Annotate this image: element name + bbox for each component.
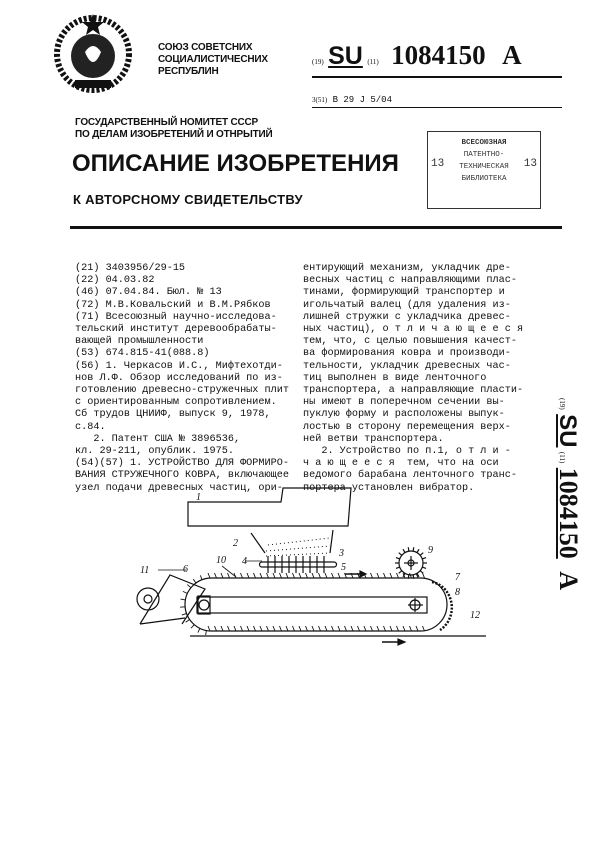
text-line: тинами, формирующий транспортер и <box>303 287 505 299</box>
text-line: тиц выполнен в виде ленточного <box>303 372 487 384</box>
belt-frame <box>185 578 447 631</box>
needle <box>345 626 347 631</box>
country-line: СОЮЗ СОВЕТСНИХ <box>158 42 253 53</box>
needle <box>286 573 288 578</box>
text-line: кл. 29-211, опублик. 1975. <box>75 446 234 458</box>
label-8: 8 <box>455 587 460 598</box>
text-line: ВАНИЯ СТРУЖЕЧНОГО КОВРА, включающее <box>75 470 289 482</box>
needle <box>221 573 223 578</box>
side-code-19: (19) <box>558 398 566 410</box>
needle <box>384 573 386 578</box>
needle <box>273 573 275 578</box>
needle <box>247 573 249 578</box>
hopper <box>188 488 351 526</box>
gear-tooth <box>422 558 426 559</box>
stamp-line: ВСЕСОЮЗНАЯ <box>461 139 507 147</box>
text-line: портера установлен вибратор. <box>303 482 475 494</box>
patent-kind: A <box>502 40 522 70</box>
gear-tooth <box>408 575 409 579</box>
label-1: 1 <box>196 492 201 503</box>
needle <box>280 573 282 578</box>
needle <box>198 628 200 633</box>
needle <box>191 624 194 628</box>
needle <box>390 626 392 631</box>
text-line: (72) М.В.Ковальский и В.М.Рябков <box>75 299 271 311</box>
needle <box>186 619 190 622</box>
stamp-line: БИБЛИОТЕКА <box>461 175 507 183</box>
needle <box>241 626 243 631</box>
needle <box>319 573 321 578</box>
label-7: 7 <box>455 572 460 583</box>
text-line: (46) 07.04.84. Бюл. № 13 <box>75 287 222 299</box>
label-3: 3 <box>339 548 344 559</box>
text-line: ных частиц), о т л и ч а ю щ е е с я <box>303 324 524 336</box>
needle <box>312 626 314 631</box>
needle <box>325 626 327 631</box>
needle <box>183 591 188 593</box>
text-line: 2. Устройство по п.1, о т л и - <box>303 446 511 458</box>
needle <box>280 626 282 631</box>
label-6: 6 <box>183 564 188 575</box>
needle <box>254 573 256 578</box>
needle <box>273 626 275 631</box>
needle <box>221 626 223 631</box>
text-line: ва формирования ковра и производи- <box>303 348 511 360</box>
text-line: 2. Патент США № 3896536, <box>75 433 241 445</box>
needle <box>390 573 392 578</box>
needle <box>306 573 308 578</box>
needle <box>332 573 334 578</box>
belt-needles <box>180 573 424 635</box>
needle <box>306 626 308 631</box>
document-title: ОПИСАНИЕ ИЗОБРЕТЕНИЯ <box>72 150 399 177</box>
stamp-number-left: 13 <box>431 158 445 170</box>
needle <box>215 626 217 631</box>
text-line: готовлению древесно-стружечных плит <box>75 385 289 397</box>
text-line: ентирующий механизм, укладчик дре- <box>303 263 511 274</box>
needle <box>215 573 217 578</box>
text-line: ведомого барабана ленточного транс- <box>303 470 517 482</box>
text-line: тельности, укладчик древесных час- <box>303 360 511 372</box>
needle <box>228 626 230 631</box>
needle <box>187 585 191 588</box>
gear-tooth <box>413 575 414 579</box>
needle <box>319 626 321 631</box>
needle <box>338 626 340 631</box>
needle <box>338 573 340 578</box>
side-kind: A <box>554 571 583 591</box>
gear-tooth <box>422 567 426 568</box>
text-line: (71) Всесоюзный научно-исследова- <box>75 311 277 323</box>
needle <box>247 626 249 631</box>
text-line: (54)(57) 1. УСТРОЙСТВО ДЛЯ ФОРМИРО- <box>75 458 289 470</box>
text-line: нов Л.Ф. Обзор исследований по из- <box>75 372 283 384</box>
text-line: тельский институт деревообрабаты- <box>75 324 277 336</box>
comb-teeth <box>268 556 324 573</box>
side-number: 1084150 <box>554 467 583 559</box>
code-19: (19) <box>312 58 324 66</box>
gear-tooth <box>413 547 414 551</box>
text-line: (22) 04.03.82 <box>75 275 155 287</box>
ipc-classification: B 29 J 5/04 <box>332 95 392 105</box>
label-9: 9 <box>428 545 433 556</box>
stamp-line: ПАТЕНТНО- <box>463 151 505 159</box>
particles <box>266 538 330 556</box>
text-line: игольчатый валец (для удаления из- <box>303 299 511 311</box>
needle <box>397 573 399 578</box>
code-11: (11) <box>367 58 379 66</box>
gear-tooth <box>399 571 402 574</box>
needle <box>312 573 314 578</box>
needle <box>351 626 353 631</box>
needle <box>299 626 301 631</box>
needle <box>299 573 301 578</box>
gear-tooth <box>408 547 409 551</box>
needle <box>377 573 379 578</box>
needle <box>358 626 360 631</box>
distributor-combs <box>260 562 337 567</box>
needle <box>254 626 256 631</box>
text-line: Сб трудов ЦНИИФ, выпуск 9, 1978, <box>75 409 271 421</box>
needle <box>286 626 288 631</box>
gear-tooth <box>396 567 400 568</box>
label-2: 2 <box>233 538 238 549</box>
text-line: с.84. <box>75 421 106 433</box>
text-line: тем, что, с целью повышения качест- <box>303 336 517 348</box>
label-10: 10 <box>216 555 226 566</box>
needle <box>180 599 185 600</box>
stamp-number-right: 13 <box>523 158 537 170</box>
text-line: ч а ю щ е е с я тем, что на оси <box>303 458 499 470</box>
stamp-line: ТЕХНИЧЕСКАЯ <box>459 163 509 171</box>
document-subtitle: К АВТОРСНОМУ СВИДЕТЕЛЬСТВУ <box>73 192 303 207</box>
gear-tooth <box>420 553 423 556</box>
label-4: 4 <box>242 556 247 567</box>
text-line: с ориентированным сопротивлением. <box>75 397 277 409</box>
text-line: (21) 3403956/29-15 <box>75 263 186 274</box>
label-5: 5 <box>341 562 346 573</box>
text-line: вающей промышленности <box>75 336 204 348</box>
needle <box>403 626 405 631</box>
text-line: лостью в сторону перемещения верх- <box>303 421 511 433</box>
gear-tooth <box>396 558 400 559</box>
needle <box>260 626 262 631</box>
needle <box>241 573 243 578</box>
code-51: 3(51) <box>312 96 328 104</box>
needle <box>267 626 269 631</box>
gear-tooth <box>399 553 402 556</box>
text-line: лишней стружки с укладчика древес- <box>303 311 511 323</box>
gear-tooth <box>417 549 419 552</box>
text-line: (56) 1. Черкасов И.С., Мифтехотди- <box>75 360 283 372</box>
gear-tooth <box>403 549 405 552</box>
needle <box>228 573 230 578</box>
country-line: РЕСПУБЛИН <box>158 66 219 77</box>
needle <box>371 626 373 631</box>
needle <box>364 626 366 631</box>
text-line: (53) 674.815-41(088.8) <box>75 348 210 360</box>
label-12: 12 <box>470 610 480 621</box>
side-code-11: (11) <box>558 451 566 464</box>
side-country-code: SU <box>554 414 581 448</box>
needle <box>208 573 210 578</box>
needle <box>416 626 418 631</box>
text-line: ны имеют в поперечном сечении вы- <box>303 397 505 409</box>
text-line: весных частиц с направляющими плас- <box>303 275 517 287</box>
text-line: транспортера, а направляющие пласти- <box>303 385 524 397</box>
text-line: узел подачи древесных частиц, ори- <box>75 482 283 494</box>
needle <box>410 626 412 631</box>
label-11: 11 <box>140 565 150 576</box>
needle <box>423 573 425 578</box>
gear-tooth <box>420 571 423 574</box>
needle <box>332 626 334 631</box>
needle <box>377 626 379 631</box>
needle <box>267 573 269 578</box>
needle <box>234 626 236 631</box>
needle <box>384 626 386 631</box>
patent-number: 1084150 <box>391 40 486 70</box>
needle <box>260 573 262 578</box>
needle <box>293 626 295 631</box>
needle <box>193 579 196 583</box>
committee-line: ПО ДЕЛАМ ИЗОБРЕТЕНИЙ И ОТНРЫТИЙ <box>75 129 273 140</box>
needle <box>397 626 399 631</box>
needle <box>293 573 295 578</box>
needle <box>182 613 187 615</box>
country-code: SU <box>328 42 363 70</box>
needle <box>325 573 327 578</box>
text-line: ней ветви транспортера. <box>303 433 444 445</box>
text-line: пуклую форму и расположены выпук- <box>303 409 505 421</box>
committee-line: ГОСУДАРСТВЕННЫЙ НОМИТЕТ СССР <box>75 117 258 128</box>
country-line: СОЦИАЛИСТИЧЕСНИХ <box>158 54 268 65</box>
needle <box>371 573 373 578</box>
